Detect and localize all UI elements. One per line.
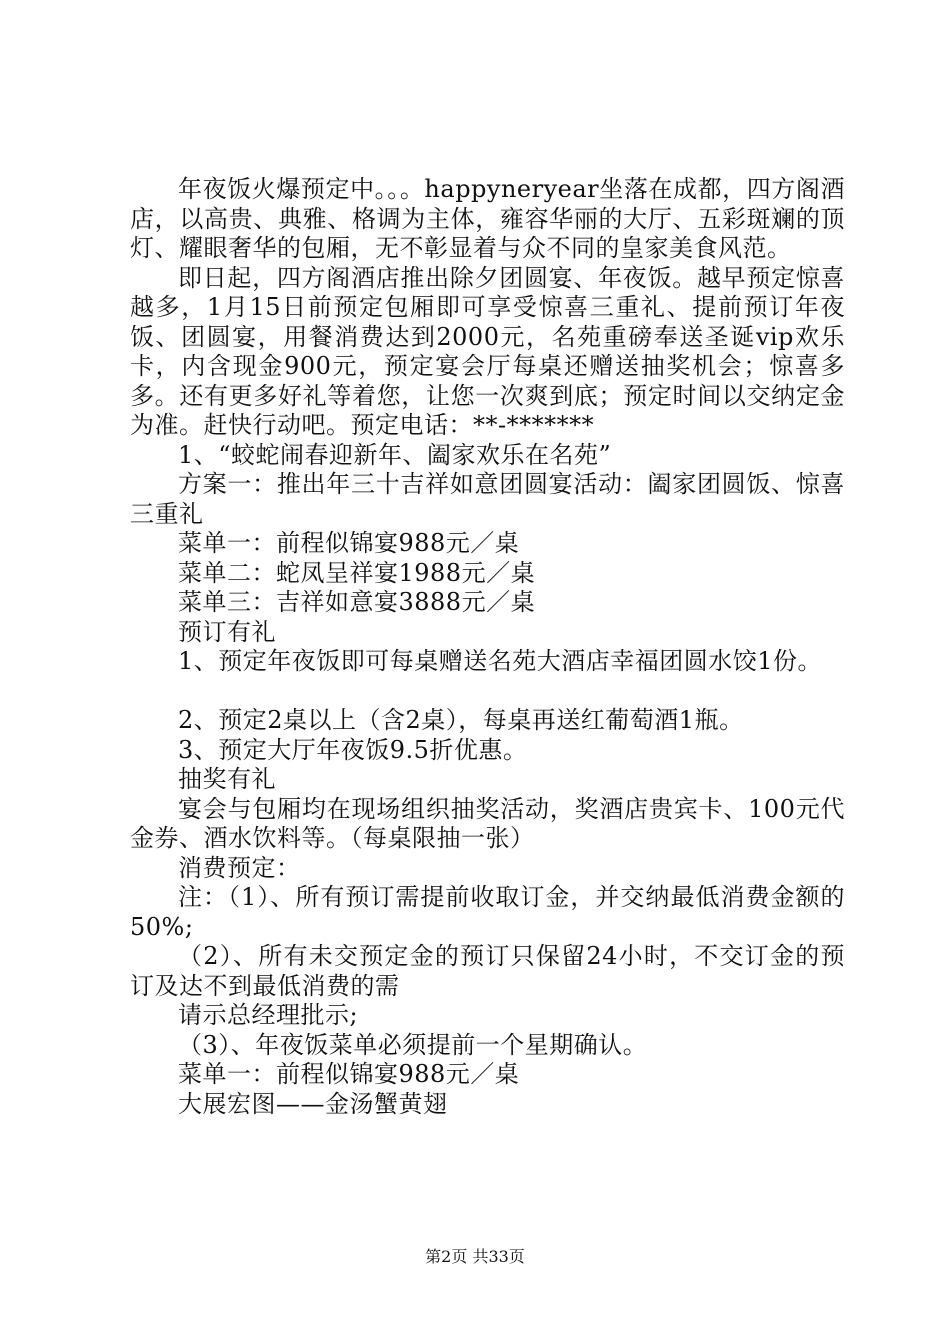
menu-item-three: 菜单三：吉祥如意宴3888元／桌 <box>178 588 536 616</box>
menu-item-one: 菜单一：前程似锦宴988元／桌 <box>178 529 520 557</box>
note-one: 注：（1）、所有预订需提前收取订金，并交纳最低消费金额的50%; <box>130 883 845 941</box>
heading-lottery-gifts: 抽奖有礼 <box>178 765 276 793</box>
page-footer: 第2页 共33页 <box>425 1247 525 1266</box>
paragraph-theme: 1、“蛟蛇闹春迎新年、阖家欢乐在名苑” <box>178 440 612 469</box>
blank-line <box>130 677 845 707</box>
note-two-continued: 请示总经理批示; <box>178 1001 359 1029</box>
paragraph-promotion: 即日起，四方阁酒店推出除夕团圆宴、年夜饭。越早预定惊喜越多，1月15日前预定包厢即可享受惊喜三重礼、提前预订年夜饭、团圆宴，用餐消费达到2000元，名苑重磅奉送圣诞vip欢乐卡，内含现金900元，预定宴会厅每桌还赠送抽奖机会；惊喜多多。还有更多好礼等着您，让您一次爽到底；预定时间以交纳定金为准。赶快行动吧。预定电话：**-******* <box>130 263 845 439</box>
heading-booking-gifts: 预订有礼 <box>178 617 276 646</box>
menu-item-one-repeat: 菜单一：前程似锦宴988元／桌 <box>178 1060 520 1088</box>
paragraph-intro: 年夜饭火爆预定中。。。happyneryear坐落在成都，四方阁酒店，以高贵、典雅、格调为主体，雍容华丽的大厅、五彩斑斓的顶灯、耀眼奢华的包厢，无不彰显着与众不同的皇家美食风范。 <box>130 175 845 262</box>
heading-consumption-booking: 消费预定： <box>178 853 301 882</box>
document-body <box>130 175 845 1119</box>
note-three: （3）、年夜饭菜单必须提前一个星期确认。 <box>178 1030 648 1059</box>
gift-item-three: 3、预定大厅年夜饭9.5折优惠。 <box>178 735 528 764</box>
gift-item-two: 2、预定2桌以上（含2桌），每桌再送红葡萄酒1瓶。 <box>178 706 744 734</box>
dish-item: 大展宏图——金汤蟹黄翅 <box>178 1089 448 1118</box>
menu-item-two: 菜单二：蛇凤呈祥宴1988元／桌 <box>178 558 536 587</box>
paragraph-plan-one: 方案一：推出年三十吉祥如意团圆宴活动：阖家团圆饭、惊喜三重礼 <box>130 470 845 528</box>
gift-item-one: 1、预定年夜饭即可每桌赠送名苑大酒店幸福团圆水饺1份。 <box>178 647 823 675</box>
paragraph-lottery: 宴会与包厢均在现场组织抽奖活动，奖酒店贵宾卡、100元代金券、酒水饮料等。（每桌限抽一张） <box>130 794 845 852</box>
note-two: （2）、所有未交预定金的预订只保留24小时，不交订金的预订及达不到最低消费的需 <box>130 942 845 1000</box>
